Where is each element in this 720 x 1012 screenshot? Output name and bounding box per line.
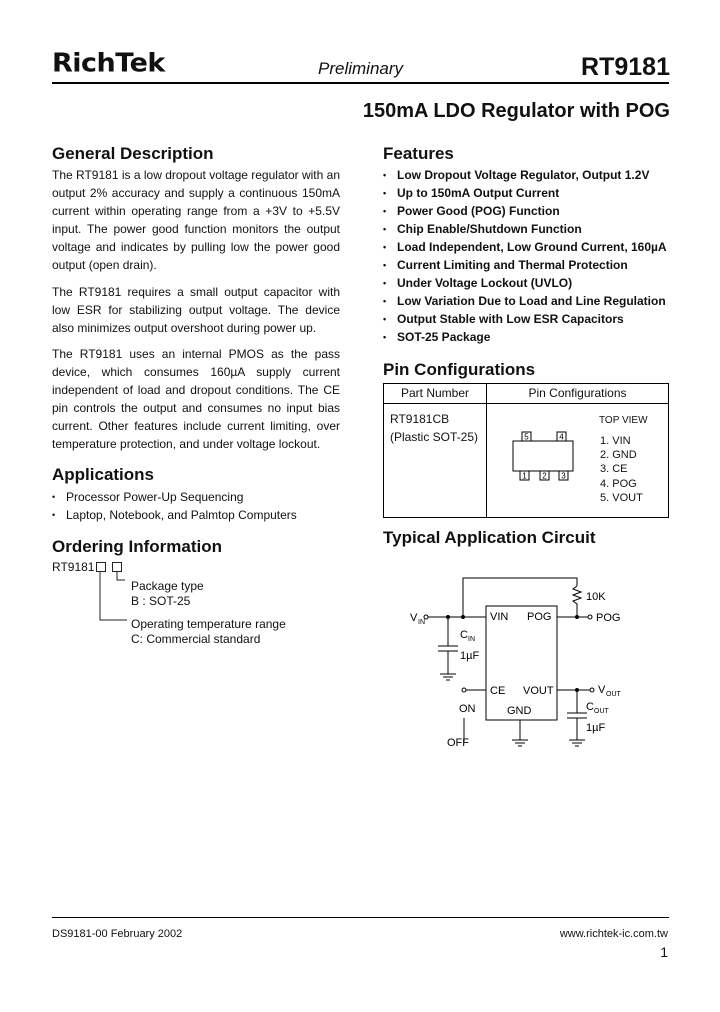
list-item: • Up to 150mA Output Current — [383, 184, 667, 202]
richtek-logo: RichTek — [52, 48, 165, 79]
switch-off-label: OFF — [447, 737, 469, 749]
general-description-heading: General Description — [52, 144, 214, 163]
order-code-prefix: RT9181 — [52, 560, 95, 574]
footer-doc-date: DS9181-00 February 2002 — [52, 928, 183, 940]
pog-output-label: POG — [596, 612, 621, 624]
list-item: • Chip Enable/Shutdown Function — [383, 220, 667, 238]
pin-list-item: 2. GND — [600, 449, 637, 461]
applications-heading: Applications — [52, 465, 155, 484]
ordering-heading: Ordering Information — [52, 537, 222, 556]
ic-pin-vin: VIN — [490, 611, 509, 623]
header-rule — [52, 82, 669, 84]
list-item: • Low Variation Due to Load and Line Regulation — [383, 292, 667, 310]
cout-value: 1µF — [586, 722, 606, 734]
pin-list-item: 3. CE — [600, 463, 628, 475]
cout-label: C — [586, 701, 594, 713]
applications-list — [52, 488, 297, 524]
pin-number: 2 — [542, 471, 547, 481]
col-part-number: Part Number — [400, 386, 470, 400]
list-item: • Output Stable with Low ESR Capacitors — [383, 310, 667, 328]
package-type-label: Package type — [131, 579, 204, 593]
pin-number: 4 — [559, 432, 564, 442]
list-item: • Power Good (POG) Function — [383, 202, 667, 220]
features-list — [383, 166, 667, 346]
col-pin-config: Pin Configurations — [528, 386, 627, 400]
pin-list-item: 4. POG — [600, 478, 637, 490]
pin-config-table — [383, 383, 669, 518]
pin-config-heading: Pin Configurations — [383, 360, 536, 379]
page-title: 150mA LDO Regulator with POG — [362, 100, 670, 122]
circuit-heading: Typical Application Circuit — [383, 528, 596, 547]
list-item: • SOT-25 Package — [383, 328, 667, 346]
list-item: • Current Limiting and Thermal Protection — [383, 256, 667, 274]
ic-pin-pog: POG — [527, 611, 552, 623]
ordering-leader-lines — [95, 568, 135, 626]
pin-number: 1 — [522, 471, 527, 481]
ic-pin-vout: VOUT — [523, 685, 554, 697]
list-item: • Under Voltage Lockout (UVLO) — [383, 274, 667, 292]
package-type-value: B : SOT-25 — [131, 594, 191, 608]
preliminary-label: Preliminary — [318, 59, 404, 78]
ic-pin-gnd: GND — [507, 705, 532, 717]
table-header — [384, 384, 668, 404]
description-paragraph: The RT9181 uses an internal PMOS as the pass device, which consumes 160µA supply current independent of load and dropout conditions. The CE pin controls the output and consumes no input bias current. Other features include current limiting, over temperature protection, and under voltage lockout. — [52, 347, 340, 451]
footer-rule — [52, 917, 669, 918]
vout-label-sub: OUT — [606, 691, 621, 698]
description-paragraph: The RT9181 requires a small output capacitor with low ESR for stabilizing output voltage. The device also minimizes output overshoot during power up. — [52, 285, 340, 335]
part-number: RT9181 — [581, 53, 670, 81]
part-number-cell: RT9181CB — [390, 412, 450, 426]
pin-number: 5 — [524, 432, 529, 442]
sot25-package-drawing — [504, 428, 584, 490]
ic-pin-ce: CE — [490, 685, 506, 697]
pullup-resistor-label: 10K — [586, 591, 606, 603]
vin-label-sub: IN — [418, 619, 425, 626]
footer-url: www.richtek-ic.com.tw — [559, 928, 668, 940]
switch-on-label: ON — [459, 703, 476, 715]
list-item: • Low Dropout Voltage Regulator, Output 1.2V — [383, 166, 667, 184]
pin-list-item: 1. VIN — [600, 435, 631, 447]
list-item: • Load Independent, Low Ground Current, 160µA — [383, 238, 667, 256]
package-cell: (Plastic SOT-25) — [390, 430, 479, 444]
cin-label-sub: IN — [468, 636, 475, 643]
cin-value: 1µF — [460, 650, 480, 662]
application-circuit — [400, 570, 640, 755]
page-number: 1 — [660, 944, 668, 960]
vout-label: V — [598, 684, 606, 696]
cin-label: C — [460, 629, 468, 641]
list-item: • Laptop, Notebook, and Palmtop Computers — [52, 506, 297, 524]
pin-list-item: 5. VOUT — [600, 492, 643, 504]
column-divider — [486, 384, 487, 517]
cout-label-sub: OUT — [594, 708, 609, 715]
description-paragraph: The RT9181 is a low dropout voltage regulator with an output 2% accuracy and supply a continuous 150mA current within operating range from a +3V to +5.5V input. The power good function monitors the output voltage and indicates by pulling low the power good output (open drain). — [52, 168, 340, 272]
temp-range-value: C: Commercial standard — [131, 632, 261, 646]
vin-label: V — [410, 612, 418, 624]
temp-range-label: Operating temperature range — [131, 617, 286, 631]
list-item: • Processor Power-Up Sequencing — [52, 488, 297, 506]
pin-number: 3 — [561, 471, 566, 481]
features-heading: Features — [383, 144, 454, 163]
top-view-label: TOP VIEW — [599, 415, 648, 426]
